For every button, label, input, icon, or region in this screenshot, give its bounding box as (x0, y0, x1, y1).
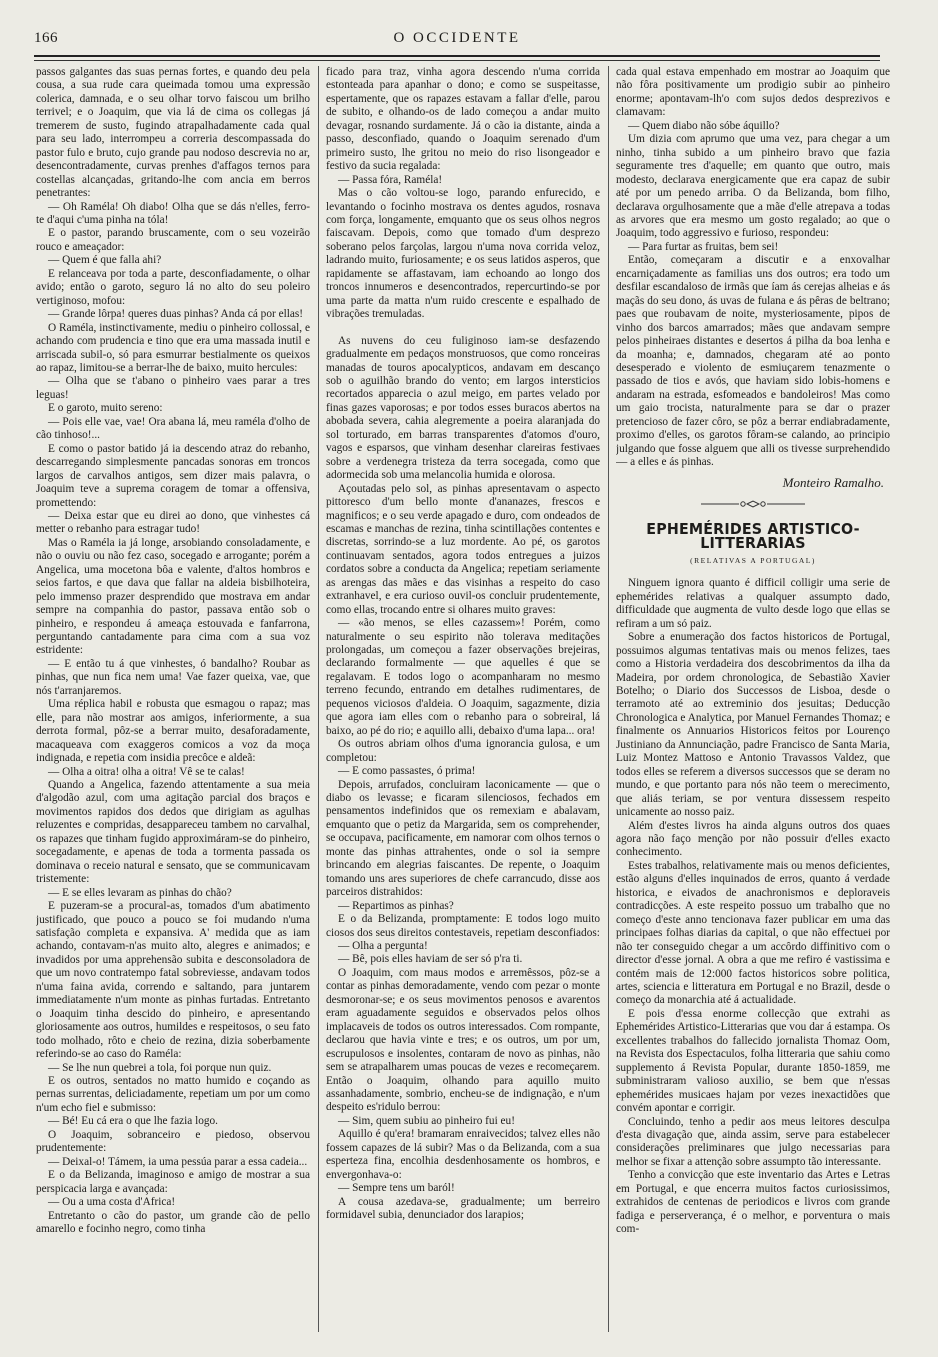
paragraph: E como o pastor batido já ia descendo atraz do rebanho, descarregando simplesmente pancadas sonoras em troncos largos de carvalhos antigos, sem dizer mais palavra, o Joaquim teve a suprema coragem de tomar a offensiva, promettendo: (36, 442, 310, 509)
paragraph: E pois d'essa enorme collecção que extrahi as Ephemérides Artistico-Litterarias que vou dar á estampa. Os excellentes trabalhos do fallecido jornalista Thomaz Oom, na Revista dos Espectaculos, folha litteraria que sahiu como supplemento á Revista Popular, durante 1850-1859, me subministraram valioso auxilio, se bem que n'essas ephemérides musicaes hajam por vezes inexactidões que convém apontar e corrigir. (616, 1007, 890, 1115)
paragraph: O Raméla, instinctivamente, mediu o pinheiro collossal, e achando com prudencia e tino que era uma massada inutil e arriscada subil-o, só para esmurrar bestialmente os queixos ao rapaz, limitou-se a berrar-lhe de baixo, muito hercules: (36, 321, 310, 374)
paragraph: Concluindo, tenho a pedir aos meus leitores desculpa d'esta divagação que, ainda assim, serve para estabelecer considerações preliminares que julgo necessarias para melhor se fixar a attenção sobre assumpto tão interessante. (616, 1115, 890, 1168)
ornament-divider-icon (616, 499, 890, 509)
paragraph: — Sim, quem subiu ao pinheiro fui eu! (338, 1114, 515, 1127)
paragraph: Então, começaram a discutir e a enxovalhar encarniçadamente as familias uns dos outros; era todo um desfilar escandaloso de irmãs que íam ás cerejas alheias e ás maçãs do seu dono, ás uvas de fulana e ás pêras de beltrano; paes que roubavam de noite, mysteriosamente, pipos de vinho dos barcos amarrados; mães que andavam sempre pelos pinheiraes distantes e desertos á pilha da boa lenha e da moanha; e, damnados, chegaram até ao ponto desesperado e violento de esmiuçarem tenazmente o passado de tios e avós, que haviam sido lobis-homens e andaram na estrada, esfomeados e bandoleiros! Mas como um gaio trocista, naturalmente para se dar o prazer pretencioso de fazer côro, se pôz a berrar endiabradamente, proximo d'elles, os garotos fôram-se calando, ao principio julgando que fosse alguem que alli os tivesse surprehendido — a elles e ás pinhas. (616, 254, 890, 469)
paragraph: — E se elles levaram as pinhas do chão? (48, 886, 232, 899)
paragraph: — Repartimos as pinhas? (338, 899, 454, 912)
paragraph: — Grande lôrpa! queres duas pinhas? Anda cá por ellas! (48, 308, 304, 321)
paragraph: — Pois elle vae, vae! Ora abana lá, meu raméla d'olho de cão tinhoso!... (36, 415, 310, 442)
paragraph: — Deixa estar que eu direi ao dono, que vinhestes cá metter o rebanho para estragar tudo! (36, 509, 310, 536)
paragraph: O Joaquim, sobranceiro e piedoso, observou prudentemente: (36, 1128, 310, 1155)
column-1 (36, 66, 310, 1336)
column-divider (608, 66, 609, 1332)
paragraph: — Olha que se t'abano o pinheiro vaes parar a tres leguas! (36, 375, 310, 401)
paragraph: Mas o Raméla ia já longe, arsobiando consoladamente, e não o ouviu ou não fez caso, socegado e arrogante; porém a Angelica, uma mocetona bôa e valente, d'altos hombros e seios fartos, e que dava que fallar na aldeia bisbilhoteira, pelo immenso prazer desprendido que mostrava em andar sempre na companhia do pastor, passava então sob o pinheiro, e respondeu á ameaça estouvada e fanfarrona, perguntando cantadamente para cima com a sua voz estridente: (36, 536, 310, 657)
paragraph: Aquillo é qu'era! bramaram enraivecidos; talvez elles não fossem capazes de lá subir? Mas o da Belizanda, com a sua esperteza fina, encolhia desdenhosamente os hombros, e envergonhava-o: (326, 1128, 600, 1181)
section-subtitle: (RELATIVAS A PORTUGAL) (690, 555, 816, 565)
paragraph: O Joaquim, com maus modos e arremêssos, pôz-se a contar as pinhas demoradamente, vendo com pezar o monte desmoronar-se; e os seus movimentos penosos e avarentos eram aguadamente seguidos e observados pelos olhos implacaveis de todos os outros interessados. Com rompante, declarou que havia vinte e tres; e os outros, um por um, escrupulosos e insolentes, contaram de novo as pinhas, não sem se atrapalharem umas poucas de vezes e recomeçarem. Então o Joaquim, olhando para aquillo muito assanhadamente, sombrio, encheu-se de indignação, e n'um despeito es'ridulo berrou: (326, 966, 600, 1114)
paragraph: As nuvens do ceu fuliginoso iam-se desfazendo gradualmente em pedaços monstruosos, que como ronceiras manadas de touros apocalypticos, andavam em descanço sob o aguilhão brando do vento; em largos intersticios recortados apparecia o azul meigo, em partes velado por finas gazes vaporosas; e por todos esses buracos abertos na abobada severa, cahia alegremente a poeira alaranjada do sol torturado, em barras transparentes d'atomos d'ouro, vagos e esparsos, que vinham desenhar clareiras festivaes sobre a verdenegra tristeza da terra socegada, como que adormecida sob uma melancolia humida e olorosa. (326, 334, 600, 482)
paragraph: E o da Belizanda, promptamente: E todos logo muito ciosos dos seus direitos contestaveis, repetiam desconfiados: (326, 913, 600, 939)
paragraph: Estes trabalhos, relativamente mais ou menos deficientes, estão alguns d'elles inquinados de erros, quanto á verdade historica, e eivados de anachronismos e deploraveis contradicções. A este respeito possuo um trabalho que no começo d'este anno tencionava fazer publicar em uma das principaes folhas diarias da capital, o que não effectuei por não ter conseguido chegar a um accôrdo diffinitivo com o director d'esse jornal. A obra a que me refiro é vastissima e contém mais de 12:000 factos historicos sobre politica, artes, sciencia e litteratura em Portugal e no Brazil, desde o começo da monarchia até á actualidade. (616, 859, 890, 1007)
paragraph: — Olha a pergunta! (338, 940, 428, 952)
page-header (34, 30, 880, 54)
paragraph: ficado para traz, vinha agora descendo n'uma corrida estonteada para apanhar o dono; e como se suspeitasse, espertamente, que os rapazes estavam a fallar d'elle, parou de subito, e olhando-os de lado começou a andar muito devagar, rosnando surdamente. Já o cão ia distante, ainda a passo, desconfiado, quando o Joaquim serenado d'um primeiro susto, lhe gritou no meio do riso lisongeador e festivo da sucia regalada: (326, 66, 600, 173)
column-3 (616, 66, 890, 1336)
paragraph: E o garoto, muito sereno: (48, 402, 163, 415)
paragraph: — Ou a uma costa d'Africa! (48, 1196, 176, 1209)
paragraph: — E como passastes, ó prima! (338, 765, 476, 778)
column-2 (326, 66, 600, 1336)
paragraph: E o pastor, parando bruscamente, com o seu vozeirão rouco e ameaçador: (36, 227, 310, 253)
paragraph: — Bé! Eu cá era o que lhe fazia logo. (48, 1115, 219, 1128)
paragraph: — Passa fóra, Raméla! (338, 173, 443, 186)
paragraph: Entretanto o cão do pastor, um grande cão de pello amarello e focinho negro, como tinha (36, 1209, 310, 1235)
paragraph: Sobre a enumeração dos factos historicos de Portugal, possuimos algumas tentativas mais ou menos felizes, taes como a Historia verdadeira dos descobrimentos da ilha da Madeira, por ordem chronologica, de Sebastião Xavier Botelho; o Diario dos Successos de Lisboa, desde o terramoto até ao extreminio dos jesuitas; Deducção Chronologica e Analytica, por Manuel Fernandes Thomaz; e finalmente os Annuarios Historicos feitos por Lourenço Justiniano da Annunciação, padre Francisco de Santa Maria, Luiz Montez Mattoso e Antonio Travassos Valdez, que todos elles se referem a diversos successos que se deram no mundo, e que portanto para nós não teem o merecimento, que aliás teriam, se por ventura dissessem respeito unicamente ao nosso paiz. (616, 631, 890, 819)
paragraph: Os outros abriam olhos d'uma ignorancia gulosa, e um completou: (326, 738, 600, 764)
paragraph: A cousa azedava-se, gradualmente; um berreiro formidavel subia, denunciador dos larapios; (326, 1195, 600, 1222)
paragraph: Depois, arrufados, concluiram laconicamente — que o diabo os levasse; e ficaram silenciosos, fechados em pensamentos indefinidos que os remexiam e abalavam, emquanto que o petiz da Margarida, sem os comprehender, se occupava, pacificamente, em namorar com olhos ternos o monte das pinhas attrahentes, onde o sol ia sempre brincando em alegrias faiscantes. De repente, o Joaquim tomando uns ares superiores de chefe carrancudo, disse aos parceiros distrahidos: (326, 778, 600, 899)
paragraph: E puzeram-se a procural-as, tomados d'um abatimento justificado, que pouco a pouco se foi mudando n'uma satisfação completa e expansiva. A' medida que as iam achando, contavam-n'as muito alto, alegres e animados; e invadidos por uma apprehensão subita e desconsoladora de que um novo contratempo fatal sobreviesse, andavam todos n'uma faina avida, correndo e saltando, para juntarem immediatamente n'um monte as pinhas furtadas. Entretanto o Joaquim tinha descido do pinheiro, e apresentando gloriosamente aos outros, humildes e respeitosos, o seu fato todo molhado, rôto e cheio de rezina, dizia soberbamente referindo-se ao caso do Raméla: (36, 900, 310, 1061)
paragraph: — Quem é que falla ahi? (48, 254, 162, 267)
paragraph: — Bê, pois elles haviam de ser só p'ra ti. (338, 953, 523, 966)
paragraph: Além d'estes livros ha ainda alguns outros dos quaes agora não faço menção por não possuir d'elles exacto conhecimento. (616, 819, 890, 859)
paragraph: Mas o cão voltou-se logo, parando enfurecido, e levantando o focinho mostrava os dentes agudos, rosnava com força, longamente, emquanto que os seus olhos negros faiscavam. Depois, como que tomado d'um desprezo soberano pelos farçolas, largou n'uma nova corrida veloz, ladrando muito, furiosamente; e os seus latidos asperos, que rapidamente se affastavam, iam echoando ao longo dos troncos innumeros e desencontrados, repercurtindo-se por uma parte da matta n'um ruido crescente e espalhado de vibrações tremuladas. (326, 187, 600, 321)
paragraph: — Se lhe nun quebrei a tola, foi porque nun quiz. (48, 1061, 272, 1074)
paragraph: Uma réplica habil e robusta que esmagou o rapaz; mas elle, para não mostrar aos amigos, inferiormente, a sua derrota formal, pôz-se a berrar muito, desaforadamente, macaqueava com exaggeros comicos a voz da moça indignada, e repetia com insidia precôce e aldeã: (36, 698, 310, 765)
paragraph: E relanceava por toda a parte, desconfiadamente, o olhar avido; então o garoto, seguro lá no alto do seu poleiro vertiginoso, mofou: (36, 267, 310, 307)
journal-title: O OCCIDENTE (393, 30, 521, 46)
column-divider (318, 66, 319, 1332)
paragraph: — Olha a oitra! olha a oitra! Vê se te calas! (48, 765, 245, 778)
paragraph: Um dizia com aprumo que uma vez, para chegar a um ninho, tinha subido a um pinheiro bravo que fazia seguramente tres d'aquelle; em quanto que outro, mais modesto, declarava energicamente que era capaz de subir até por um penedo arriba. O da Belizanda, bom filho, declarava orgulhosamente que a mãe d'elle atrepava a todas as arvores que era mesmo um gosto regalado; ao que o Joaquim, todo aggressivo e furioso, respondeu: (616, 133, 890, 240)
paragraph: E os outros, sentados no matto humido e coçando as pernas surrentas, deliciadamente, repetiam um por um como n'um echo fiel e submisso: (36, 1074, 310, 1114)
paragraph: Tenho a convicção que este inventario das Artes e Letras em Portugal, e que encerra muitos factos curiosissimos, extrahidos de centenas de periodicos e livros com grande fadiga e perserverança, é o melhor, e porventura o mais com- (616, 1169, 890, 1236)
paragraph: Ninguem ignora quanto é difficil colligir uma serie de ephemérides relativas a qualquer assumpto dado, difficuldade que augmenta de vulto desde logo que ellas se refiram a um só paiz. (616, 577, 890, 630)
author-signature: Monteiro Ramalho. (782, 474, 884, 490)
header-rule-thin (34, 60, 880, 61)
paragraph: — Sempre tens um baról! (338, 1182, 455, 1195)
paragraph: — Para furtar as fruitas, bem sei! (628, 240, 779, 253)
page-number: 166 (34, 30, 58, 46)
paragraph: Quando a Angelica, fazendo attentamente a sua meia d'algodão azul, com uma agitação parcial dos braços e movimentos rapidos dos dedos que dirigiam as agulhas reluzentes e compridas, desappareceu tambem no carvalhal, os rapazes que tinham fugido approximáram-se do pinheiro, socegadamente, e apenas de toda a tormenta passada os dominava o receio natural e sensato, que se communicavam tristemente: (36, 779, 310, 886)
section-title: EPHEMÉRIDES ARTISTICO-LITTERARIAS (646, 520, 860, 552)
paragraph: — Quem diabo não sóbe áquillo? (628, 119, 780, 132)
header-rule-thick (34, 55, 880, 57)
paragraph: — Oh Raméla! Oh diabo! Olha que se dás n'elles, ferro-te d'aqui c'uma pinha na tóla! (36, 200, 310, 226)
paragraph: E o da Belizanda, imaginoso e amigo de mostrar a sua perspicacia larga e avançada: (36, 1169, 310, 1195)
paragraph: — E então tu á que vinhestes, ó bandalho? Roubar as pinhas, que nun fica nem uma! Vae fazer queixa, vae, que nós t'arranjaremos. (36, 657, 310, 697)
paragraph: passos galgantes das suas pernas fortes, e quando deu pela cousa, a sua rude cara queimada tomou uma expressão colerica, damnada, e o seu olhar torvo faiscou um brilho terrivel; e o Joaquim, que via lá de cima os collegas já tremerem de susto, fugindo atrapalhadamente cada qual para seu lado, interrompeu a correria descompassada do pastor fulo e bruto, cujo grande pau nodoso descrevia no ar, desencontradamente, curvas prenhes d'affagos ternos para costellas alcançadas, gritando-lhe com ancia em berros penetrantes: (36, 66, 310, 200)
paragraph: Açoutadas pelo sol, as pinhas apresentavam o aspecto pittoresco d'um bello monte d'ananazes, frescos e magnificos; e o seu verde apagado e duro, com ondeados de escamas e manchas de rezina, tinha scintillações contentes e discretas, sorrindo-se a luz mordente. Ao pé, os garotos continuavam sentados, agora todos entregues a juizos cordatos sobre a conducta da Angelica; repetiam seriamente as arengas das mães e das visinhas a respeito do caso extranhavel, e era curioso ouvil-os concluir prudentemente, como ellas, trocando entre si olhares muito graves: (326, 482, 600, 616)
paragraph: cada qual estava empenhado em mostrar ao Joaquim que não fôra positivamente um prodigio subir ao pinheiro enorme; apontavam-lh'o com sujos dedos desprezivos e clamavam: (616, 66, 890, 119)
paragraph: — Deixal-o! Támem, ia uma pessúa parar a essa cadeia... (48, 1155, 308, 1168)
paragraph: — «ão menos, se elles cazassem»! Porém, como naturalmente o seu espirito não tolerava meditações prolongadas, um começou a fazer observações brejeiras, declarando formalmente — que aquelles é que se regalavam. E todos logo o acompanharam no mesmo terreno fecundo, entrando em detalhes rudimentares, de pequenos viciosos d'aldeia. O Joaquim, sagazmente, dizia que agora iam elles com o rebanho para o sobreiral, lá baixo, ao pé do rio; e aquillo alli, debaixo d'uma lapa... ora! (326, 617, 600, 737)
